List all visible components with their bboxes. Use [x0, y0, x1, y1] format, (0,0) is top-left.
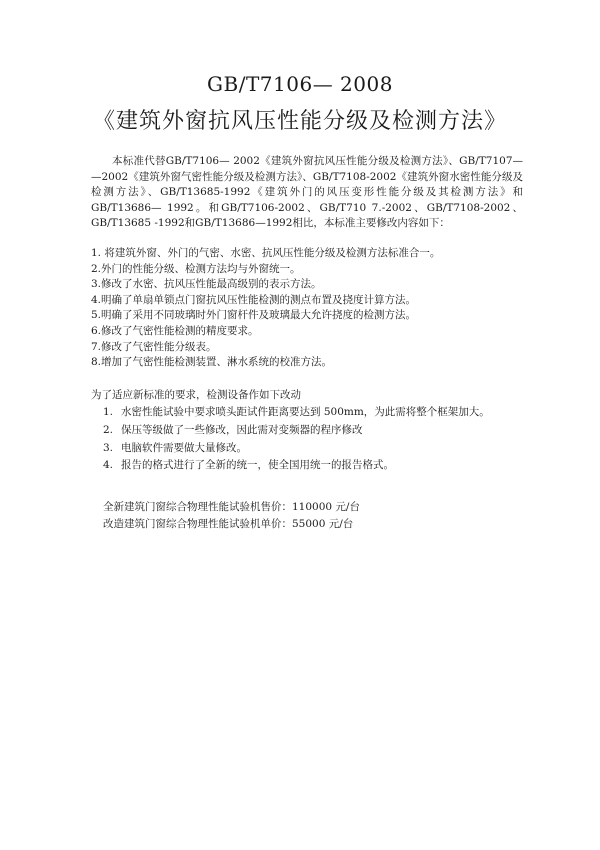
list-item-text: 水密性能试验中要求喷头距试件距离要达到 500mm，为此需将整个框架加大。 — [121, 406, 490, 418]
list-item-number: 1. — [103, 406, 114, 418]
list-item — [103, 423, 523, 439]
list-item-number: 4. — [103, 459, 114, 472]
price-block — [103, 499, 360, 533]
changes-list — [91, 246, 531, 371]
equipment-section-title: 为了适应新标准的要求，检测设备作如下改动 — [91, 389, 301, 401]
list-item-number: 3. — [103, 441, 114, 454]
list-item-text: 保压等级做了一些修改，因此需对变频器的程序修改 — [121, 423, 363, 436]
list-item-number: 2. — [103, 423, 114, 436]
standard-code: GB/T7106— 2008 — [207, 72, 393, 96]
intro-paragraph: 本标准代替GB/T7106— 2002《建筑外窗抗风压性能分级及检测方法》、GB/T7107— —2002《建筑外窗气密性能分级及检测方法》、GB/T7108-2002《建筑外窗水密性能分级及检测方法》、GB/T13685-1992《建筑外门的风压变形性能分级及其检测方法》和GB/T13686— 1992。和GB/T7106-2002、GB/T710 7.-2002、GB/T7108-2002、GB/T13685 -1992和GB/T13686—1992相比，本标准主要修改内容如下： — [91, 155, 523, 230]
list-item — [103, 441, 523, 457]
list-item: 7.修改了气密性能分级表。 — [91, 340, 217, 353]
list-item: 2.外门的性能分级、检测方法均与外窗统一。 — [91, 262, 301, 275]
list-item — [103, 458, 523, 474]
price-new-machine: 全新建筑门窗综合物理性能试验机售价：110000 元/台 — [103, 501, 360, 513]
list-item: 8.增加了气密性能检测装置、淋水系统的校准方法。 — [91, 356, 333, 369]
price-retrofit-machine: 改造建筑门窗综合物理性能试验机单价：55000 元/台 — [103, 518, 354, 530]
list-item-text: 电脑软件需要做大量修改。 — [121, 441, 247, 454]
list-item: 3.修改了水密、抗风压性能最高级别的表示方法。 — [91, 278, 322, 291]
list-item: 5.明确了采用不同玻璃时外门窗杆件及玻璃最大允许挠度的检测方法。 — [91, 309, 417, 322]
equipment-changes-list — [103, 405, 523, 476]
list-item: 1. 将建筑外窗、外门的气密、水密、抗风压性能分级及检测方法标准合一。 — [91, 247, 441, 259]
list-item: 4.明确了单扇单锁点门窗抗风压性能检测的测点布置及挠度计算方法。 — [91, 293, 417, 306]
list-item: 6.修改了气密性能检测的精度要求。 — [91, 324, 259, 337]
list-item-text: 报告的格式进行了全新的统一，使全国用统一的报告格式。 — [121, 459, 394, 472]
document-title: 《建筑外窗抗风压性能分级及检测方法》 — [92, 109, 507, 134]
list-item — [103, 405, 523, 421]
